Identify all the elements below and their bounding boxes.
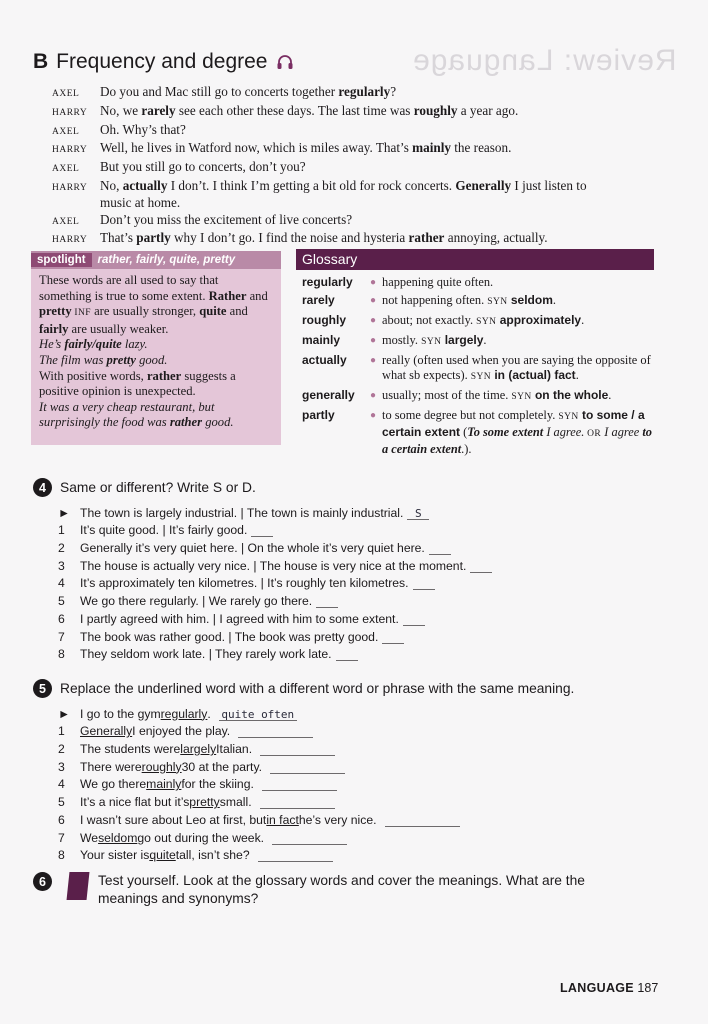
text-run: It’s a nice flat but it’s bbox=[80, 795, 190, 810]
text-run: annoying, actually. bbox=[444, 230, 548, 246]
text-run: really (often used when you are saying the opposite of what sb expects). bbox=[382, 353, 651, 382]
exercise-item bbox=[58, 791, 574, 809]
key-word: mainly bbox=[412, 140, 451, 156]
underlined-word: quite bbox=[149, 848, 176, 863]
page-footer bbox=[560, 981, 658, 995]
item-text: It’s approximately ten kilometres. | It’s roughly ten kilometres. bbox=[80, 576, 409, 591]
text-run: I wasn’t sure about Leo at first, but bbox=[80, 812, 267, 827]
dialogue-text bbox=[100, 212, 612, 231]
answer-blank bbox=[219, 707, 297, 721]
underlined-word: pretty bbox=[189, 795, 220, 810]
example-arrow-icon: ► bbox=[58, 505, 71, 520]
key-word: rarely bbox=[141, 102, 176, 118]
spotlight-words: rather, fairly, quite, pretty bbox=[97, 254, 236, 266]
exercise-item bbox=[58, 738, 574, 756]
glossary-word: partly bbox=[302, 408, 335, 422]
text-run: not happening often. bbox=[382, 293, 488, 307]
item-number: 8 bbox=[58, 647, 65, 662]
text-run: he’s very nice. bbox=[298, 812, 377, 827]
glossary-definition bbox=[382, 408, 654, 457]
text-run: Rather bbox=[208, 288, 247, 303]
speaker-name: HARRY bbox=[52, 107, 88, 118]
text-run: We bbox=[80, 830, 99, 845]
exercise-item bbox=[58, 573, 492, 591]
dialogue-text bbox=[100, 84, 612, 103]
item-number: 4 bbox=[58, 777, 65, 792]
bullet-icon: ● bbox=[370, 295, 377, 306]
text-run: .). bbox=[461, 442, 472, 456]
spotlight-paragraph bbox=[39, 273, 273, 337]
text-run: and bbox=[246, 288, 268, 303]
glossary-definition bbox=[382, 293, 654, 310]
text-run: quite bbox=[199, 304, 227, 319]
answer-blank[interactable] bbox=[238, 727, 313, 738]
text-run: I don’t. I think I’m getting a bit old for rock concerts. bbox=[167, 177, 456, 193]
dialogue-text bbox=[100, 178, 612, 212]
text-run: . bbox=[608, 388, 612, 402]
key-word: actually bbox=[122, 177, 168, 193]
glossary-definition bbox=[382, 275, 654, 290]
text-run: to a certain extent bbox=[382, 425, 652, 456]
key-word: regularly bbox=[338, 84, 391, 99]
text-run: Oh. Why’s that? bbox=[100, 121, 186, 137]
dialogue-line bbox=[52, 84, 612, 103]
text-run: ( bbox=[460, 425, 468, 439]
item-number: 1 bbox=[58, 724, 65, 739]
item-text: The house is actually very nice. | The house is very nice at the moment. bbox=[80, 558, 467, 573]
item-number: 3 bbox=[58, 558, 65, 573]
glossary-definition bbox=[382, 353, 654, 385]
text-run: Don’t you miss the excitement of live concerts? bbox=[100, 211, 353, 227]
text-run: approximately bbox=[496, 313, 582, 327]
handwritten-answer: S bbox=[415, 506, 422, 520]
text-run: ? bbox=[390, 84, 397, 99]
item-number: 1 bbox=[58, 523, 65, 538]
bullet-icon: ● bbox=[370, 277, 377, 288]
text-run: why I don’t go. I find the noise and hysteria bbox=[170, 230, 409, 246]
dialogue-text bbox=[100, 230, 612, 249]
glossary-word: actually bbox=[302, 353, 347, 367]
text-run: small. bbox=[219, 795, 252, 810]
text-run: pretty bbox=[106, 352, 136, 367]
answer-blank[interactable] bbox=[270, 763, 345, 774]
spotlight-box bbox=[31, 251, 281, 445]
dialogue-text bbox=[100, 103, 612, 122]
exercise-item bbox=[58, 590, 492, 608]
text-run: rather bbox=[146, 368, 182, 383]
text-run: 30 at the party. bbox=[181, 759, 263, 774]
underlined-word: in fact bbox=[266, 812, 299, 827]
answer-blank[interactable] bbox=[260, 745, 335, 756]
item-text: I partly agreed with him. | I agreed with him to some extent. bbox=[80, 611, 399, 626]
key-word: rather bbox=[408, 230, 445, 246]
text-run: . bbox=[552, 293, 556, 307]
text-run: SYN bbox=[470, 372, 491, 382]
item-text: The book was rather good. | The book was pretty good. bbox=[80, 629, 379, 644]
answer-blank[interactable] bbox=[251, 526, 273, 537]
spotlight-header bbox=[31, 251, 281, 269]
glossary-word: rarely bbox=[302, 293, 335, 307]
dialogue-text bbox=[100, 140, 612, 159]
text-run: good. bbox=[202, 415, 234, 430]
answer-blank[interactable] bbox=[260, 798, 335, 809]
glossary-entry bbox=[296, 353, 654, 385]
exercise-number: 5 bbox=[33, 679, 52, 698]
text-run: Do you and Mac still go to concerts together bbox=[100, 84, 339, 99]
dialogue-line bbox=[52, 212, 612, 231]
section-heading: Frequency and degree bbox=[56, 50, 268, 73]
dialogue-line bbox=[52, 230, 612, 249]
speaker-name: HARRY bbox=[52, 235, 88, 246]
bullet-icon: ● bbox=[370, 335, 377, 346]
text-run: SYN bbox=[558, 412, 579, 422]
dialogue-line bbox=[52, 159, 612, 178]
bullet-icon: ● bbox=[370, 355, 377, 366]
text-run: the reason. bbox=[450, 140, 512, 156]
text-run: fairly bbox=[39, 321, 69, 336]
example-item bbox=[58, 502, 492, 520]
glossary-entry bbox=[296, 333, 654, 350]
dialogue-line bbox=[52, 178, 612, 212]
text-run: rather bbox=[169, 415, 203, 430]
underlined-word: mainly bbox=[146, 777, 182, 792]
text-run: I enjoyed the play. bbox=[132, 724, 231, 739]
glossary-word: roughly bbox=[302, 313, 346, 327]
item-number: 8 bbox=[58, 848, 65, 863]
test-yourself-card-icon bbox=[67, 872, 90, 900]
item-number: 7 bbox=[58, 830, 65, 845]
exercise-item bbox=[58, 555, 492, 573]
text-run: . bbox=[581, 313, 585, 327]
key-word: Generally bbox=[455, 177, 512, 193]
glossary-definition bbox=[382, 388, 654, 405]
item-number: 5 bbox=[58, 795, 65, 810]
answer-blank[interactable] bbox=[316, 597, 338, 608]
text-run: seldom bbox=[507, 293, 553, 307]
text-run: lazy. bbox=[121, 337, 148, 352]
answer-blank bbox=[407, 506, 429, 520]
text-run: pretty bbox=[39, 304, 72, 319]
bullet-icon: ● bbox=[370, 390, 377, 401]
underlined-word: Generally bbox=[80, 724, 133, 739]
exercise-5-items bbox=[58, 703, 574, 862]
text-run: These words are all used to say that something is true to some extent. bbox=[39, 273, 219, 303]
item-text: Generally it’s very quiet here. | On the whole it’s very quiet here. bbox=[80, 541, 425, 556]
answer-blank[interactable] bbox=[262, 780, 337, 791]
item-text: It’s quite good. | It’s fairly good. bbox=[80, 523, 248, 538]
bullet-icon: ● bbox=[370, 410, 377, 421]
speaker-name: AXEL bbox=[52, 126, 80, 137]
spotlight-example bbox=[39, 337, 273, 353]
text-run: fairly/quite bbox=[64, 337, 122, 352]
handwritten-answer: quite often bbox=[221, 707, 295, 721]
exercise-number: 6 bbox=[33, 872, 52, 891]
text-run: SYN bbox=[476, 317, 497, 327]
item-number: 2 bbox=[58, 541, 65, 556]
answer-blank[interactable] bbox=[336, 650, 358, 661]
text-run: SYN bbox=[487, 297, 508, 307]
text-run: There were bbox=[80, 759, 142, 774]
exercise-item bbox=[58, 608, 492, 626]
text-run: I agree bbox=[601, 425, 643, 439]
text-run: to some / a certain extent bbox=[382, 408, 645, 439]
text-run: I go to the gym bbox=[80, 706, 161, 721]
text-run: mostly. bbox=[382, 333, 422, 347]
text-run: I agree. bbox=[543, 425, 585, 439]
underlined-word: largely bbox=[180, 742, 217, 757]
exercise-item bbox=[58, 774, 574, 792]
text-run: The film was bbox=[39, 352, 107, 367]
item-number: 7 bbox=[58, 629, 65, 644]
text-run: tall, isn’t she? bbox=[175, 848, 250, 863]
text-run: a year ago. bbox=[457, 102, 519, 118]
item-text: They seldom work late. | They rarely work late. bbox=[80, 647, 332, 662]
text-run: Well, he lives in Watford now, which is miles away. That’s bbox=[100, 140, 413, 156]
spotlight-body bbox=[31, 269, 281, 431]
section-title bbox=[33, 50, 295, 74]
glossary-entry bbox=[296, 275, 654, 290]
text-run: . bbox=[207, 706, 211, 721]
item-text: We go there regularly. | We rarely go there. bbox=[80, 594, 313, 609]
exercise-item bbox=[58, 827, 574, 845]
text-run: largely bbox=[441, 333, 484, 347]
spotlight-example bbox=[39, 353, 273, 369]
text-run: see each other these days. The last time was bbox=[175, 102, 414, 118]
page-number: 187 bbox=[637, 981, 659, 995]
exercise-item bbox=[58, 721, 574, 739]
text-run: SYN bbox=[421, 337, 442, 347]
text-run: good. bbox=[135, 352, 168, 367]
speaker-name: AXEL bbox=[52, 89, 80, 99]
key-word: roughly bbox=[413, 102, 458, 118]
glossary-entry bbox=[296, 293, 654, 310]
text-run: Your sister is bbox=[80, 848, 150, 863]
text-run: on the whole bbox=[531, 388, 609, 402]
exercise-item bbox=[58, 809, 574, 827]
answer-blank[interactable] bbox=[470, 562, 492, 573]
answer-blank[interactable] bbox=[272, 834, 347, 845]
dialogue-line bbox=[52, 103, 612, 122]
spotlight-paragraph bbox=[39, 369, 273, 400]
dialogue-text bbox=[100, 159, 612, 178]
exercise-item bbox=[58, 537, 492, 555]
speaker-name: AXEL bbox=[52, 164, 80, 175]
glossary-word: mainly bbox=[302, 333, 341, 347]
key-word: partly bbox=[136, 230, 171, 246]
item-number: 6 bbox=[58, 812, 65, 827]
text-run: OR bbox=[584, 429, 602, 439]
glossary-word: generally bbox=[302, 388, 355, 402]
exercise-item bbox=[58, 845, 574, 863]
item-number: 3 bbox=[58, 759, 65, 774]
text-run: SYN bbox=[511, 392, 532, 402]
glossary-word: regularly bbox=[302, 275, 353, 289]
text-run: go out during the week. bbox=[137, 830, 265, 845]
glossary-title: Glossary bbox=[296, 249, 654, 270]
text-run: about; not exactly. bbox=[382, 313, 477, 327]
glossary-entry bbox=[296, 408, 654, 457]
underlined-word: roughly bbox=[141, 759, 182, 774]
exercise-item bbox=[58, 520, 492, 538]
answer-blank[interactable] bbox=[382, 633, 404, 644]
item-text: The town is largely industrial. | The town is mainly industrial. bbox=[80, 505, 404, 520]
exercise-5-heading bbox=[33, 679, 574, 698]
text-run: to some degree but not completely. bbox=[382, 408, 559, 422]
text-run: INF bbox=[71, 308, 91, 319]
dialogue-line bbox=[52, 140, 612, 159]
glossary-box bbox=[296, 249, 654, 460]
dialogue-line bbox=[52, 122, 612, 141]
exercise-instruction: Replace the underlined word with a different word or phrase with the same meaning. bbox=[60, 681, 575, 696]
text-run: No, we bbox=[100, 102, 142, 118]
item-number: 4 bbox=[58, 576, 65, 591]
exercise-instruction: Test yourself. Look at the glossary words and cover the meanings. What are the meanings and synonyms? bbox=[98, 873, 585, 906]
speaker-name: AXEL bbox=[52, 216, 80, 227]
answer-blank[interactable] bbox=[385, 816, 460, 827]
exercise-4-items bbox=[58, 502, 492, 661]
exercise-item bbox=[58, 644, 492, 662]
text-run: To some extent bbox=[467, 425, 544, 439]
exercise-item bbox=[58, 756, 574, 774]
text-run: It was a very cheap restaurant, but surprisingly the food was bbox=[39, 399, 215, 430]
exercise-4 bbox=[33, 478, 492, 661]
glossary-entry bbox=[296, 388, 654, 405]
speaker-name: HARRY bbox=[52, 182, 88, 193]
exercise-instruction: Same or different? Write S or D. bbox=[60, 480, 256, 495]
text-run: He’s bbox=[39, 337, 65, 352]
item-number: 2 bbox=[58, 742, 65, 757]
underlined-word: regularly bbox=[160, 706, 208, 721]
text-run: for the skiing. bbox=[181, 777, 254, 792]
text-run: usually; most of the time. bbox=[382, 388, 512, 402]
dialogue bbox=[52, 84, 612, 249]
text-run: . bbox=[483, 333, 487, 347]
text-run: We go there bbox=[80, 777, 147, 792]
text-run: No, bbox=[100, 177, 123, 193]
item-number: 5 bbox=[58, 594, 65, 609]
text-run: Italian. bbox=[216, 742, 253, 757]
text-run: are usually stronger, bbox=[90, 304, 200, 319]
glossary-list bbox=[296, 275, 654, 457]
answer-blank[interactable] bbox=[429, 544, 451, 555]
item-number: 6 bbox=[58, 611, 65, 626]
spotlight-example bbox=[39, 400, 273, 431]
text-run: I just listen to music at home. bbox=[100, 177, 587, 210]
section-letter: B bbox=[33, 50, 49, 73]
text-run: in (actual) fact bbox=[491, 368, 576, 382]
example-arrow-icon: ► bbox=[58, 706, 71, 721]
bullet-icon: ● bbox=[370, 315, 377, 326]
glossary-entry bbox=[296, 313, 654, 330]
spotlight-tag: spotlight bbox=[31, 253, 92, 267]
answer-blank[interactable] bbox=[413, 579, 435, 590]
text-run: With positive words, bbox=[39, 368, 147, 383]
text-run: are usually weaker. bbox=[68, 321, 169, 336]
exercise-4-heading bbox=[33, 478, 492, 497]
underlined-word: seldom bbox=[98, 830, 138, 845]
speaker-name: HARRY bbox=[52, 145, 88, 156]
bleed-through-text: Review: Language bbox=[412, 44, 677, 77]
exercise-item bbox=[58, 626, 492, 644]
glossary-definition bbox=[382, 333, 654, 350]
dialogue-text bbox=[100, 122, 612, 141]
text-run: That’s bbox=[100, 230, 137, 246]
text-run: . bbox=[575, 368, 579, 382]
headphones-icon[interactable] bbox=[275, 52, 295, 72]
footer-label: LANGUAGE bbox=[560, 981, 634, 995]
text-run: suggests a positive opinion is unexpected. bbox=[39, 368, 236, 399]
exercise-5 bbox=[33, 679, 574, 862]
example-item bbox=[58, 703, 574, 721]
text-run: and bbox=[226, 304, 248, 319]
exercise-6 bbox=[33, 872, 638, 908]
text-run: But you still go to concerts, don’t you? bbox=[100, 159, 306, 175]
answer-blank[interactable] bbox=[258, 851, 333, 862]
text-run: The students were bbox=[80, 742, 181, 757]
exercise-number: 4 bbox=[33, 478, 52, 497]
answer-blank[interactable] bbox=[403, 615, 425, 626]
text-run: happening quite often. bbox=[382, 275, 494, 289]
glossary-definition bbox=[382, 313, 654, 330]
